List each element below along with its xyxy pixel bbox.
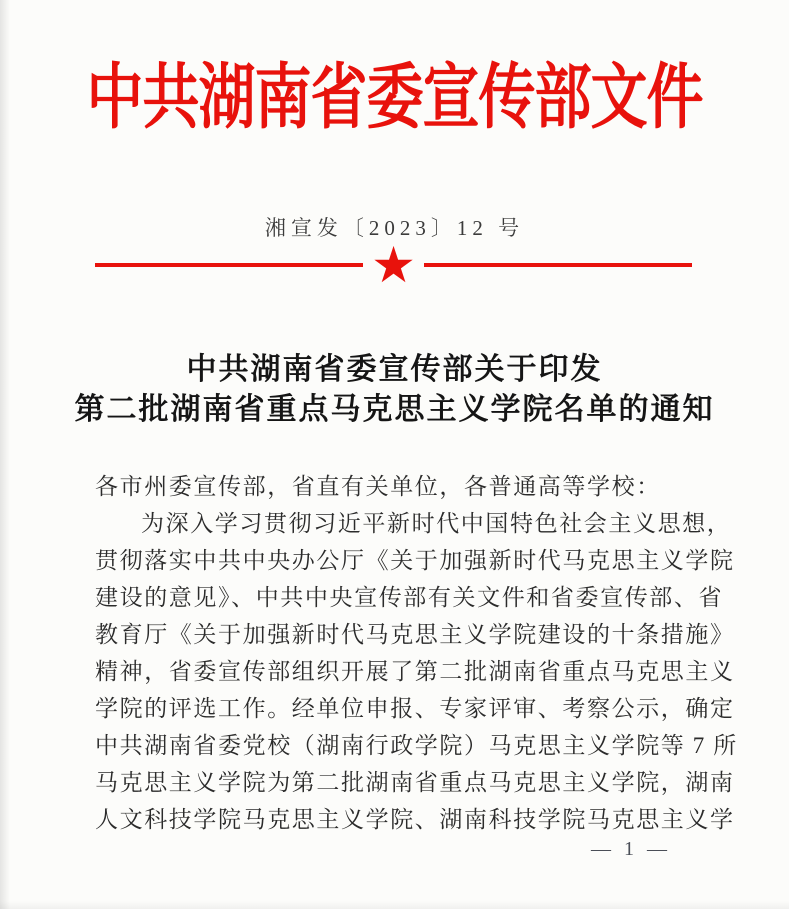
body-line: 马克思主义学院为第二批湖南省重点马克思主义学院，湖南 <box>95 770 735 795</box>
salutation-line: 各市州委宣传部，省直有关单位，各普通高等学校： <box>95 474 661 499</box>
document-title-line-1: 中共湖南省委宣传部关于印发 <box>186 353 603 386</box>
document-number: 湘宣发〔2023〕12 号 <box>264 216 525 240</box>
body-line: 学院的评选工作。经单位申报、专家评审、考察公示，确定 <box>95 696 735 721</box>
page-number: — 1 — <box>591 838 671 860</box>
body-line: 精神，省委宣传部组织开展了第二批湖南省重点马克思主义 <box>95 659 735 684</box>
red-divider <box>95 236 692 294</box>
body-line: 人文科技学院马克思主义学院、湖南科技学院马克思主义学 <box>95 807 735 832</box>
body-line: 教育厅《关于加强新时代马克思主义学院建设的十条措施》 <box>95 622 735 647</box>
body-line: 中共湖南省委党校（湖南行政学院）马克思主义学院等 7 所 <box>95 733 738 758</box>
star-icon: ★ <box>371 236 416 294</box>
document-body <box>95 468 738 838</box>
divider-rule-right <box>424 263 692 267</box>
divider-rule-left <box>95 263 363 267</box>
letterhead-org-title: 中共湖南省委宣传部文件 <box>86 58 703 138</box>
body-line: 建设的意见》、中共中央宣传部有关文件和省委宣传部、省 <box>95 585 724 610</box>
document-title <box>0 350 789 430</box>
body-line: 贯彻落实中共中央办公厅《关于加强新时代马克思主义学院 <box>95 548 735 573</box>
document-title-line-2: 第二批湖南省重点马克思主义学院名单的通知 <box>74 393 715 426</box>
body-line: 为深入学习贯彻习近平新时代中国特色社会主义思想， <box>141 511 732 536</box>
